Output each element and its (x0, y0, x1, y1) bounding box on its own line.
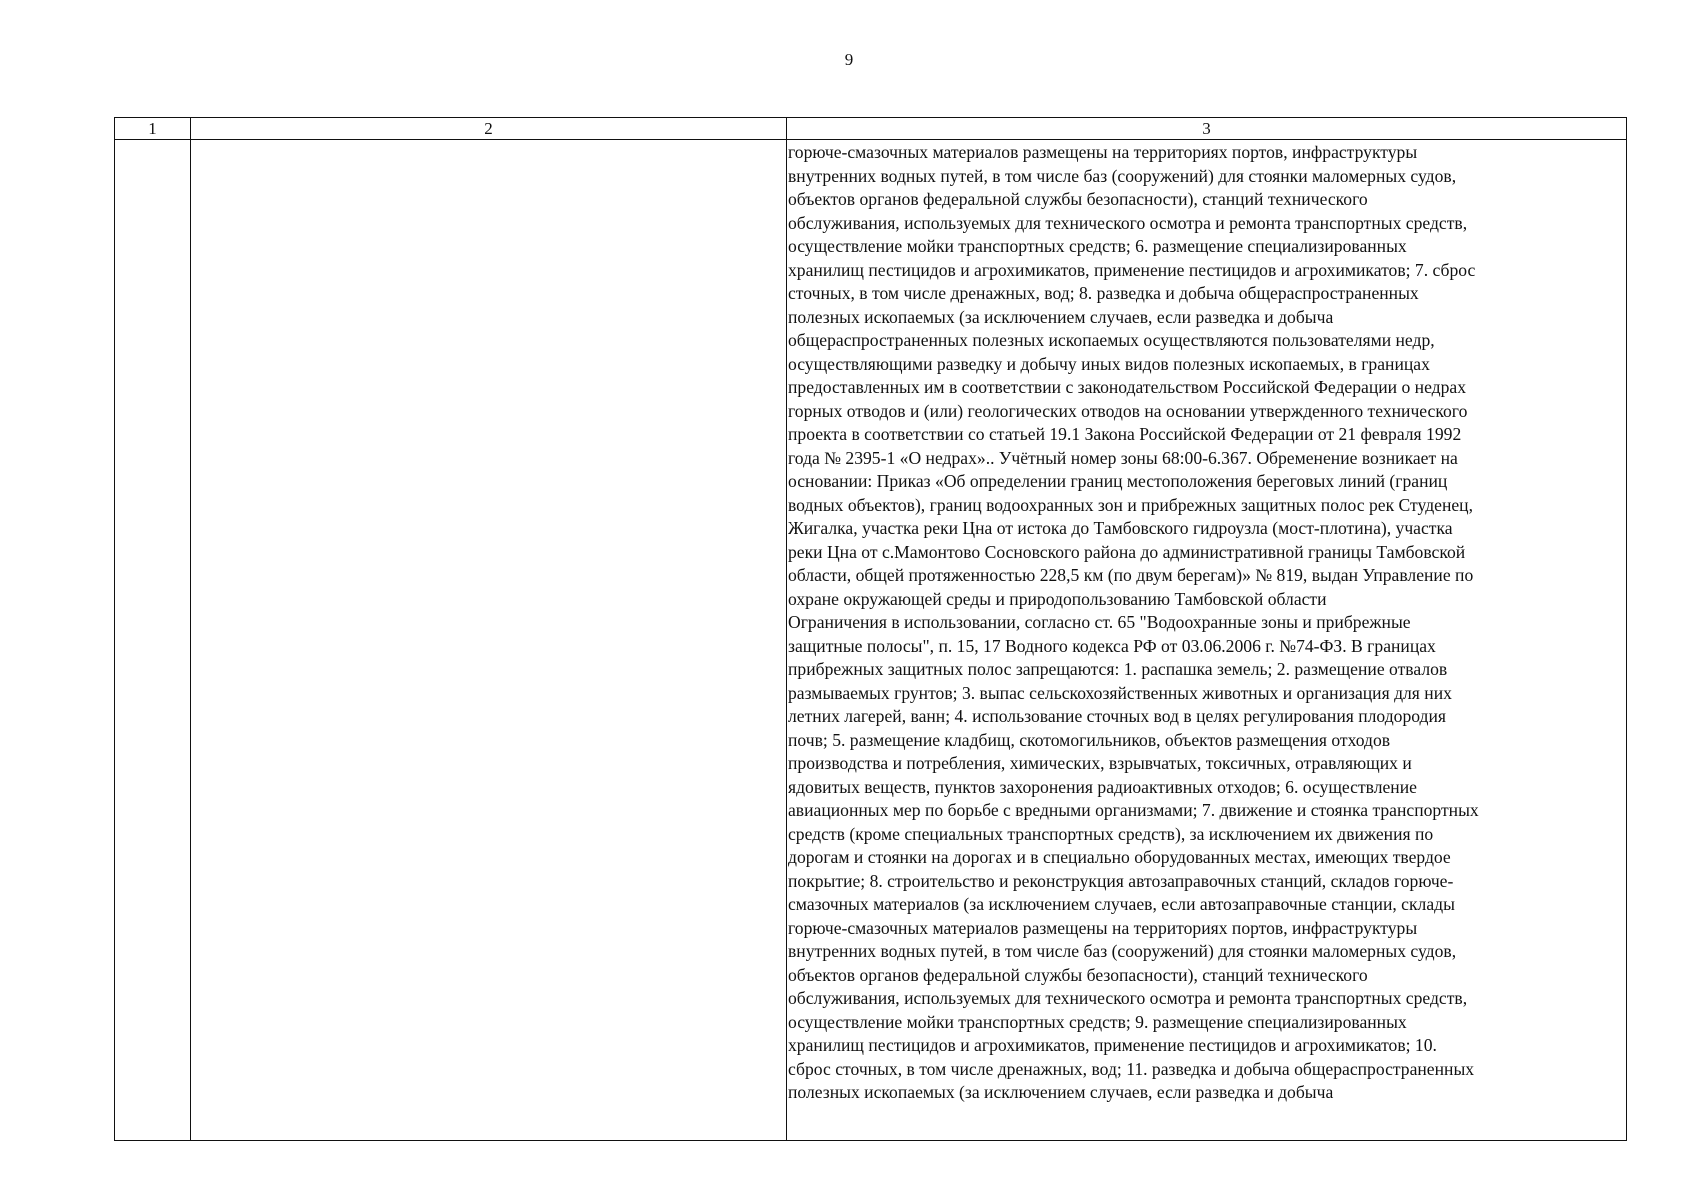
text-line: смазочных материалов (за исключением случаев, если автозаправочные станции, склады (788, 894, 1455, 914)
text-line: предоставленных им в соответствии с законодательством Российской Федерации о недрах (788, 377, 1467, 397)
text-line: авиационных мер по борьбе с вредными организмами; 7. движение и стоянка транспортных (788, 800, 1479, 820)
text-line: хранилищ пестицидов и агрохимикатов, применение пестицидов и агрохимикатов; 7. сброс (788, 259, 1476, 280)
table-cell-col3 (787, 140, 1627, 1141)
text-line: полезных ископаемых (за исключением случаев, если разведка и добыча (788, 1082, 1334, 1102)
cell-text-block (787, 140, 1626, 1105)
text-line: сброс сточных, в том числе дренажных, вод; 11. разведка и добыча общераспространенных (788, 1058, 1475, 1079)
text-line: объектов органов федеральной службы безопасности), станций технического (788, 964, 1368, 985)
text-line: производства и потребления, химических, взрывчатых, токсичных, отравляющих и (788, 753, 1412, 773)
table-cell-col2 (191, 140, 787, 1141)
text-line: прибрежных защитных полос запрещаются: 1. распашка земель; 2. размещение отвалов (788, 659, 1448, 679)
text-line: сточных, в том числе дренажных, вод; 8. разведка и добыча общераспространенных (788, 283, 1419, 303)
text-line: ядовитых веществ, пунктов захоронения радиоактивных отходов; 6. осуществление (788, 776, 1417, 797)
text-line: области, общей протяженностью 228,5 км (по двум берегам)» № 819, выдан Управление по (788, 565, 1474, 585)
text-line: горюче-смазочных материалов размещены на территориях портов, инфраструктуры (788, 142, 1418, 162)
text-line: внутренних водных путей, в том числе баз (сооружений) для стоянки маломерных судов, (788, 941, 1457, 961)
text-line: года № 2395-1 «О недрах».. Учётный номер зоны 68:00-6.367. Обременение возникает на (788, 447, 1458, 468)
text-line: реки Цна от с.Мамонтово Сосновского района до административной границы Тамбовской (788, 541, 1466, 562)
column-header-3: 3 (787, 118, 1627, 140)
page-number: 9 (844, 50, 854, 69)
text-line: водных объектов), границ водоохранных зон и прибрежных защитных полос рек Студенец, (788, 494, 1473, 515)
text-line: горных отводов и (или) геологических отводов на основании утвержденного технического (788, 400, 1468, 421)
table-header-row (115, 118, 1627, 140)
text-line: размываемых грунтов; 3. выпас сельскохозяйственных животных и организация для них (788, 682, 1452, 703)
table-cell-col1 (115, 140, 191, 1141)
text-line: осуществление мойки транспортных средств; 9. размещение специализированных (788, 1011, 1407, 1032)
column-header-2: 2 (191, 118, 787, 140)
text-line: летних лагерей, ванн; 4. использование сточных вод в целях регулирования плодородия (788, 706, 1447, 726)
text-line: внутренних водных путей, в том числе баз (сооружений) для стоянки маломерных судов, (788, 165, 1457, 186)
text-line: Жигалка, участка реки Цна от истока до Тамбовского гидроузла (мост-плотина), участка (788, 518, 1453, 538)
text-line: покрытие; 8. строительство и реконструкция автозаправочных станций, складов горюче- (788, 870, 1454, 891)
text-line: полезных ископаемых (за исключением случаев, если разведка и добыча (788, 306, 1334, 327)
text-line: осуществление мойки транспортных средств; 6. размещение специализированных (788, 236, 1407, 256)
text-line: защитные полосы", п. 15, 17 Водного кодекса РФ от 03.06.2006 г. №74-ФЗ. В границах (788, 635, 1436, 656)
text-line: почв; 5. размещение кладбищ, скотомогильников, объектов размещения отходов (788, 729, 1391, 750)
column-header-1: 1 (115, 118, 191, 140)
text-line: дорогам и стоянки на дорогах и в специально оборудованных местах, имеющих твердое (788, 847, 1451, 867)
text-line: проекта в соответствии со статьей 19.1 Закона Российской Федерации от 21 февраля 1992 (788, 424, 1462, 444)
text-line: обслуживания, используемых для технического осмотра и ремонта транспортных средств, (788, 988, 1468, 1008)
table-row (115, 140, 1627, 1141)
text-line: обслуживания, используемых для технического осмотра и ремонта транспортных средств, (788, 212, 1468, 233)
text-line: Ограничения в использовании, согласно ст. 65 "Водоохранные зоны и прибрежные (788, 612, 1411, 632)
text-line: основании: Приказ «Об определении границ местоположения береговых линий (границ (788, 471, 1448, 491)
text-line: средств (кроме специальных транспортных средств), за исключением их движения по (788, 823, 1434, 844)
text-line: общераспространенных полезных ископаемых осуществляются пользователями недр, (788, 330, 1435, 350)
text-line: объектов органов федеральной службы безопасности), станций технического (788, 189, 1368, 209)
text-line: горюче-смазочных материалов размещены на территориях портов, инфраструктуры (788, 917, 1418, 938)
document-table (114, 117, 1627, 1141)
text-line: хранилищ пестицидов и агрохимикатов, применение пестицидов и агрохимикатов; 10. (788, 1035, 1437, 1055)
text-line: осуществляющими разведку и добычу иных видов полезных ископаемых, в границах (788, 353, 1430, 374)
text-line: охране окружающей среды и природопользованию Тамбовской области (788, 588, 1327, 609)
